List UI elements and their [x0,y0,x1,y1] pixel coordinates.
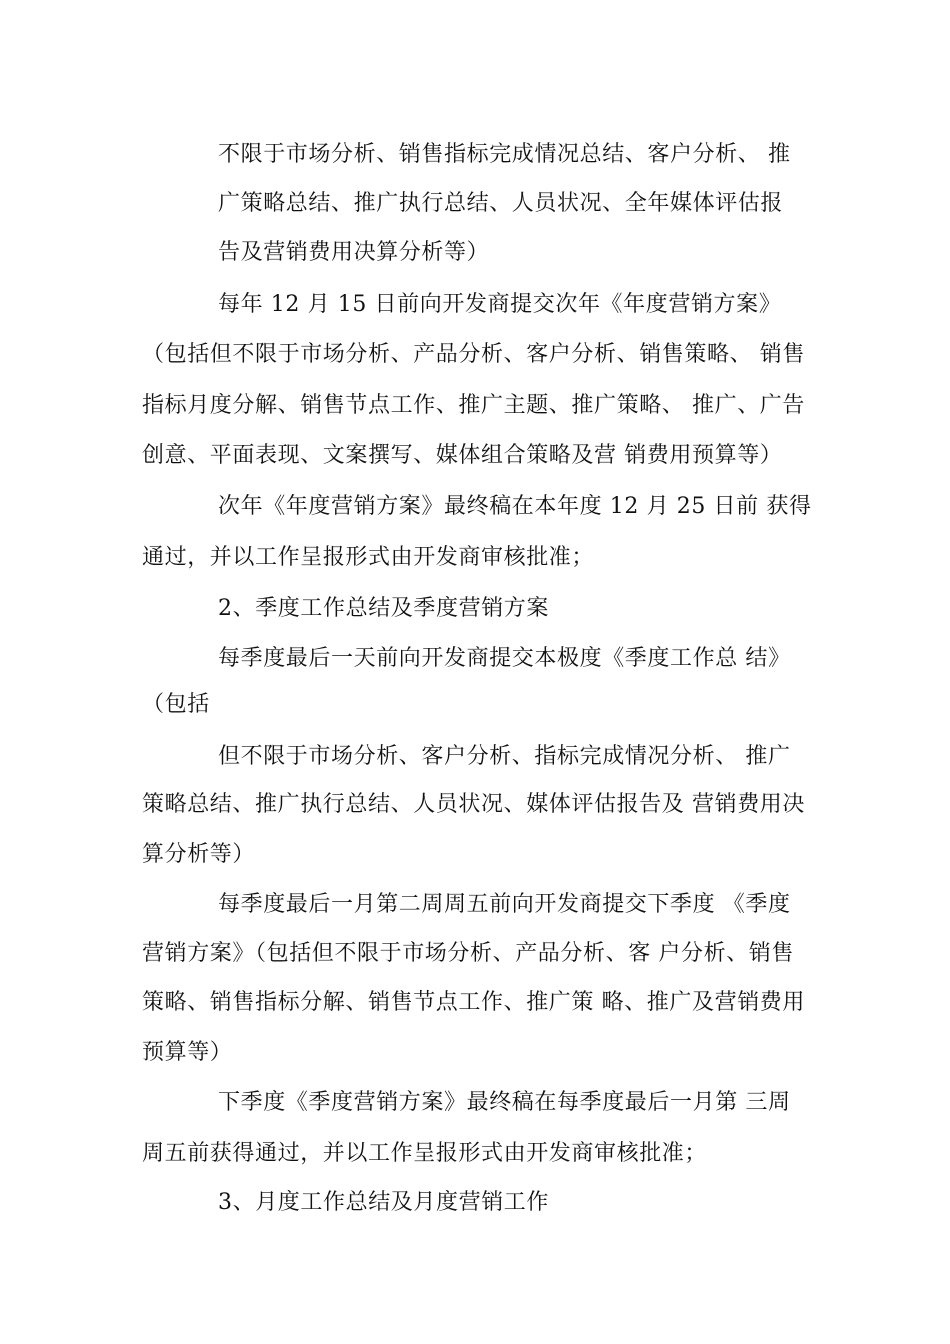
text-line: 算分析等） [142,842,256,867]
section-heading: 2、季度工作总结及季度营销方案 [218,596,549,621]
text-line: 策略总结、推广执行总结、人员状况、媒体评估报告及 营销费用决 [142,792,805,817]
text-line: 下季度《季度营销方案》最终稿在每季度最后一月第 三周 [218,1090,791,1115]
text-line: （包括 [142,692,210,717]
text-line: 预算等） [142,1040,233,1065]
text-line: 通过，并以工作呈报形式由开发商审核批准； [142,545,595,570]
text-line: 营销方案》（包括但不限于市场分析、产品分析、客 户分析、销售 [142,941,794,966]
text-line: 不限于市场分析、销售指标完成情况总结、客户分析、 推 [218,142,791,167]
text-line: 指标月度分解、销售节点工作、推广主题、推广策略、 推广、广告 [142,393,805,418]
text-line: 但不限于市场分析、客户分析、指标完成情况分析、 推广 [218,744,791,769]
text-line: 告及营销费用决算分析等） [218,240,490,265]
text-line: 策略、销售指标分解、销售节点工作、推广策 略、推广及营销费用 [142,990,805,1015]
text-line: 创意、平面表现、文案撰写、媒体组合策略及营 销费用预算等） [142,443,783,468]
text-line: 周五前获得通过，并以工作呈报形式由开发商审核批准； [142,1141,708,1166]
text-line: 广策略总结、推广执行总结、人员状况、全年媒体评估报 [218,191,784,216]
text-line: 每季度最后一天前向开发商提交本极度《季度工作总 结》 [218,646,791,671]
text-line: 每季度最后一月第二周周五前向开发商提交下季度 《季度 [218,892,791,917]
section-heading: 3、月度工作总结及月度营销工作 [218,1190,549,1215]
text-line: （包括但不限于市场分析、产品分析、客户分析、销售策略、 销售 [142,342,805,367]
text-line: 次年《年度营销方案》最终稿在本年度 12 月 25 日前 获得 [218,494,812,519]
text-line: 每年 12 月 15 日前向开发商提交次年《年度营销方案》 [218,292,782,317]
